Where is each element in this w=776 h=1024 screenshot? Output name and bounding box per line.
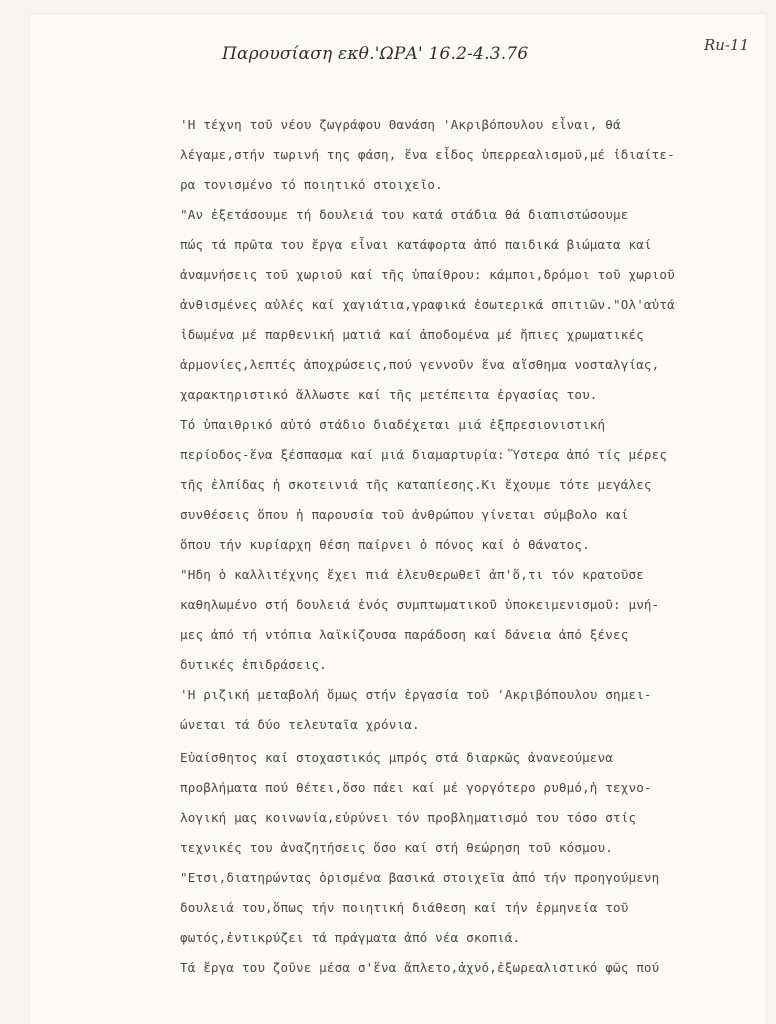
text-line: φωτός,ἐντικρύζει τά πράγματα ἀπό νέα σκοπιά. (180, 930, 521, 945)
text-line: ρα τονισμένο τό ποιητικό στοιχεῖο. (180, 177, 443, 192)
text-line: μες ἀπό τή ντόπια λαϊκίζουσα παράδοση καί δάνεια ἀπό ξένες (180, 627, 629, 642)
handwritten-page-number: Ru-11 (704, 36, 750, 54)
handwritten-header: Παρουσίαση εκθ.'ΩΡΑ' 16.2-4.3.76 (222, 44, 529, 64)
text-line: δυτικές ἐπιδράσεις. (180, 657, 327, 672)
text-line: "Ετσι,διατηρώντας ὁρισμένα βασικά στοιχεῖα ἀπό τήν προηγούμενη (180, 870, 660, 885)
text-line: ώνεται τά δύο τελευταῖα χρόνια. (180, 717, 420, 732)
text-line: 'Η τέχνη τοῦ νέου ζωγράφου Θανάση 'Ακριβόπουλου εἶναι, θά (180, 117, 621, 132)
text-line: ὅπου τήν κυρίαρχη θέση παίρνει ὁ πόνος καί ὁ θάνατος. (180, 537, 590, 552)
text-line: "Αν ἐξετάσουμε τή δουλειά του κατά στάδια θά διαπιστώσουμε (180, 207, 629, 222)
text-line: Τό ὑπαιθρικό αὐτό στάδιο διαδέχεται μιά ἐξπρεσιονιστική (180, 417, 606, 432)
text-line: ἀνθισμένες αὐλές καί χαγιάτια,γραφικά ἐσωτερικά σπιτιῶν."Ολ'αὐτά (180, 297, 675, 312)
text-line: ἀναμνήσεις τοῦ χωριοῦ καί τῆς ὑπαίθρου: κάμποι,δρόμοι τοῦ χωριοῦ (180, 267, 675, 282)
text-line: περίοδος-ἕνα ξέσπασμα καί μιά διαμαρτυρία: Ὕστερα ἀπό τίς μέρες (180, 447, 668, 462)
text-line: λέγαμε,στήν τωρινή της φάση, ἕνα εἶδος ὑπερρεαλισμοῦ,μέ ἰδιαίτε- (180, 147, 675, 162)
text-line: 'Η ριζική μεταβολή ὅμως στήν ἐργασία τοῦ 'Ακριβόπουλου σημει- (180, 687, 652, 702)
text-line: συνθέσεις ὅπου ἡ παρουσία τοῦ ἀνθρώπου γίνεται σύμβολο καί (180, 507, 629, 522)
text-line: λογική μας κοινωνία,εὐρύνει τόν προβληματισμό του τόσο στίς (180, 810, 637, 825)
text-line: προβλήματα πού θέτει,ὅσο πάει καί μέ γοργότερο ρυθμό,ἡ τεχνο- (180, 780, 652, 795)
text-line: δουλειά του,ὅπως τήν ποιητική διάθεση καί τήν ἑρμηνεία τοῦ (180, 900, 629, 915)
text-line: χαρακτηριστικό ἄλλωστε καί τῆς μετέπειτα ἐργασίας του. (180, 387, 598, 402)
text-line: "Ηδη ὁ καλλιτέχνης ἔχει πιά ἐλευθερωθεῖ ἀπ'ὅ,τι τόν κρατοῦσε (180, 567, 644, 582)
text-line: καθηλωμένο στή δουλειά ἑνός συμπτωματικοῦ ὑποκειμενισμοῦ: μνή- (180, 597, 660, 612)
text-line: ἰδωμένα μέ παρθενική ματιά καί ἀποδομένα μέ ἤπιες χρωματικές (180, 327, 644, 342)
text-line: τεχνικές του ἀναζητήσεις ὅσο καί στή θεώρηση τοῦ κόσμου. (180, 840, 613, 855)
text-line: Εὐαίσθητος καί στοχαστικός μπρός στά διαρκῶς ἀνανεούμενα (180, 750, 613, 765)
text-line: ἁρμονίες,λεπτές ἀποχρώσεις,πού γεννοῦν ἕνα αἴσθημα νοσταλγίας, (180, 357, 660, 372)
text-line: Τά ἔργα του ζοῦνε μέσα σ'ἕνα ἄπλετο,ἀχνό,ἐξωρεαλιστικό φῶς πού (180, 960, 660, 975)
text-line: τῆς ἐλπίδας ἡ σκοτεινιά τῆς καταπίεσης.Κι ἔχουμε τότε μεγάλες (180, 477, 652, 492)
text-line: πώς τά πρῶτα του ἔργα εἶναι κατάφορτα ἀπό παιδικά βιώματα καί (180, 237, 652, 252)
